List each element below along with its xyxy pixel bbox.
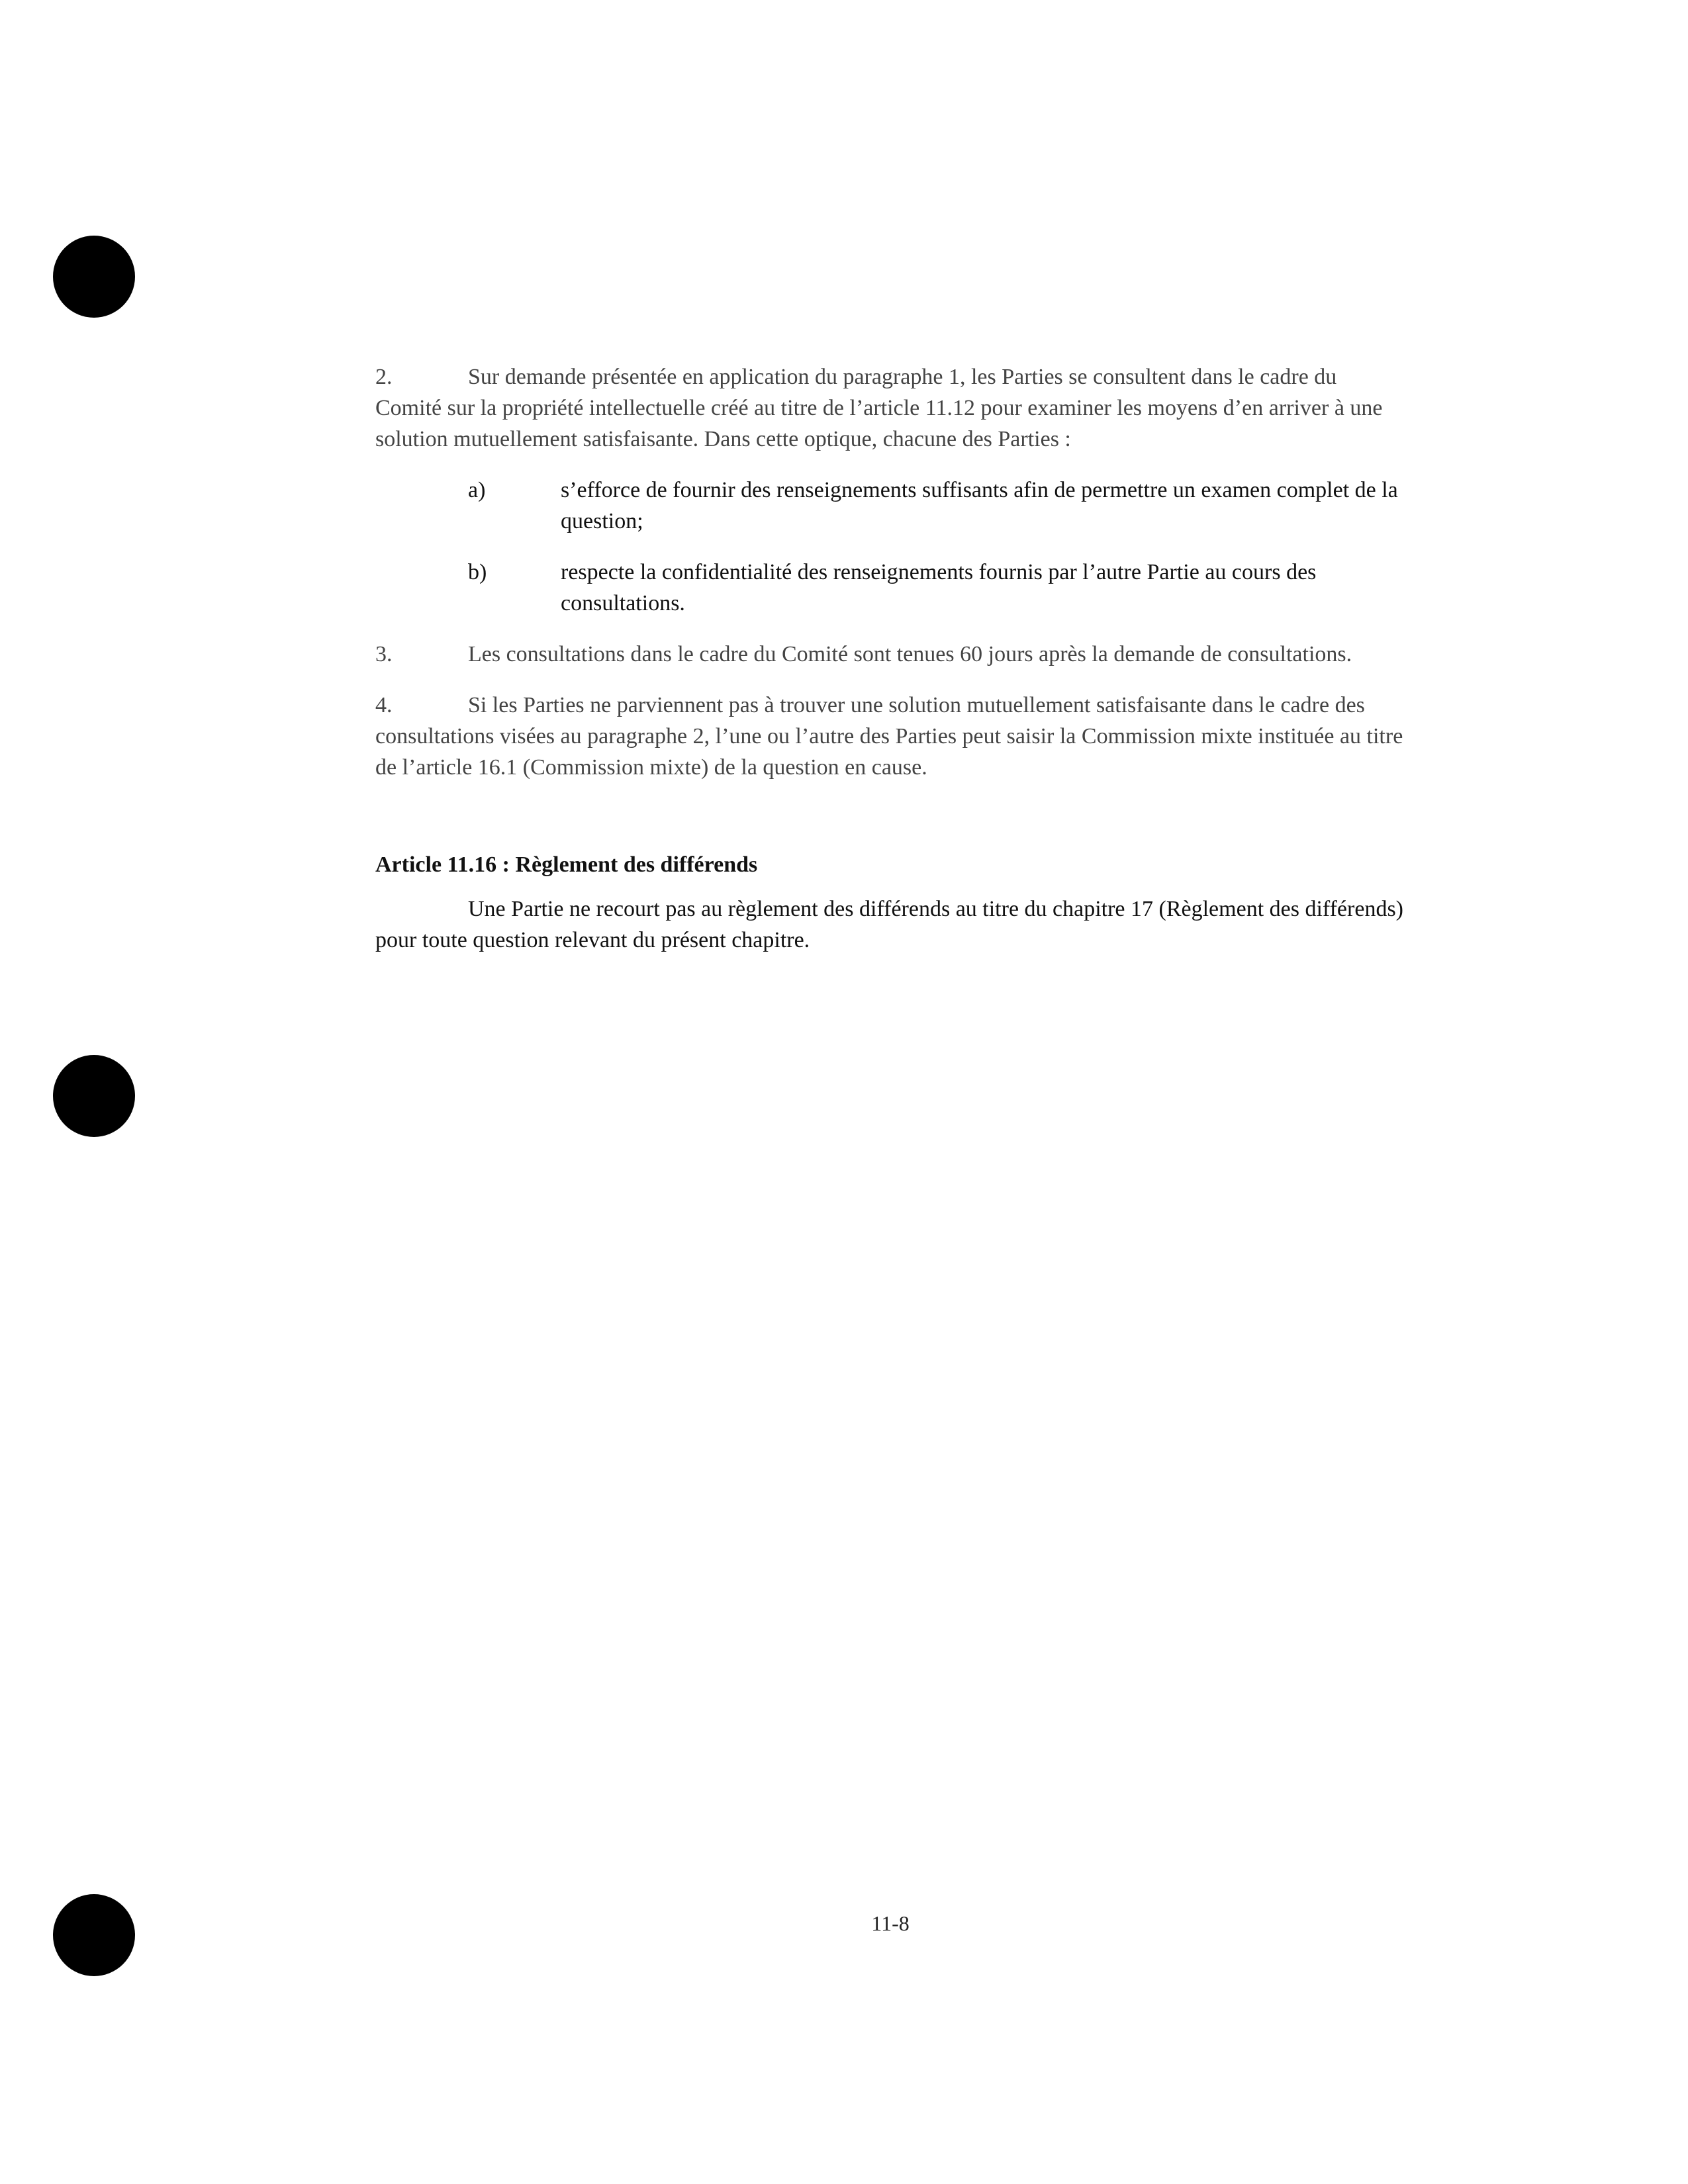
punch-hole-top bbox=[53, 236, 135, 318]
sub-item-letter: b) bbox=[468, 560, 487, 584]
sub-item-letter: a) bbox=[468, 478, 486, 502]
article-body: Une Partie ne recourt pas au règlement des différends au titre du chapitre 17 (Règlement des différends) pour toute question relevant du présent chapitre. bbox=[375, 897, 1403, 952]
paragraph-2 bbox=[375, 361, 1408, 455]
paragraph-number: 3. bbox=[375, 642, 393, 666]
page-content bbox=[375, 361, 1408, 956]
sub-item-b bbox=[375, 557, 1408, 619]
paragraph-3 bbox=[375, 639, 1408, 670]
paragraph-4 bbox=[375, 690, 1408, 783]
paragraph-text: Si les Parties ne parviennent pas à trouver une solution mutuellement satisfaisante dans le cadre des consultations visées au paragraphe 2, l’une ou l’autre des Parties peut saisir la Commission mixte instituée au titre de l’article 16.1 (Commission mixte) de la question en cause. bbox=[375, 693, 1403, 780]
paragraph-text: Sur demande présentée en application du paragraphe 1, les Parties se consultent dans le cadre du Comité sur la propriété intellectuelle créé au titre de l’article 11.12 pour examiner les moyens d’en arriver à une solution mutuellement satisfaisante. Dans cette optique, chacune des Parties : bbox=[375, 365, 1383, 451]
sub-item-text: s’efforce de fournir des renseignements suffisants afin de permettre un examen complet de la question; bbox=[561, 478, 1398, 533]
paragraph-number: 4. bbox=[375, 693, 393, 717]
article-heading: Article 11.16 : Règlement des différends bbox=[375, 852, 758, 877]
sub-item-a bbox=[375, 475, 1408, 537]
page-number: 11-8 bbox=[871, 1911, 910, 1935]
paragraph-number: 2. bbox=[375, 365, 393, 389]
punch-hole-middle bbox=[53, 1055, 135, 1137]
sub-item-text: respecte la confidentialité des renseignements fournis par l’autre Partie au cours des consultations. bbox=[561, 560, 1317, 615]
paragraph-text: Les consultations dans le cadre du Comité sont tenues 60 jours après la demande de consultations. bbox=[468, 642, 1352, 666]
